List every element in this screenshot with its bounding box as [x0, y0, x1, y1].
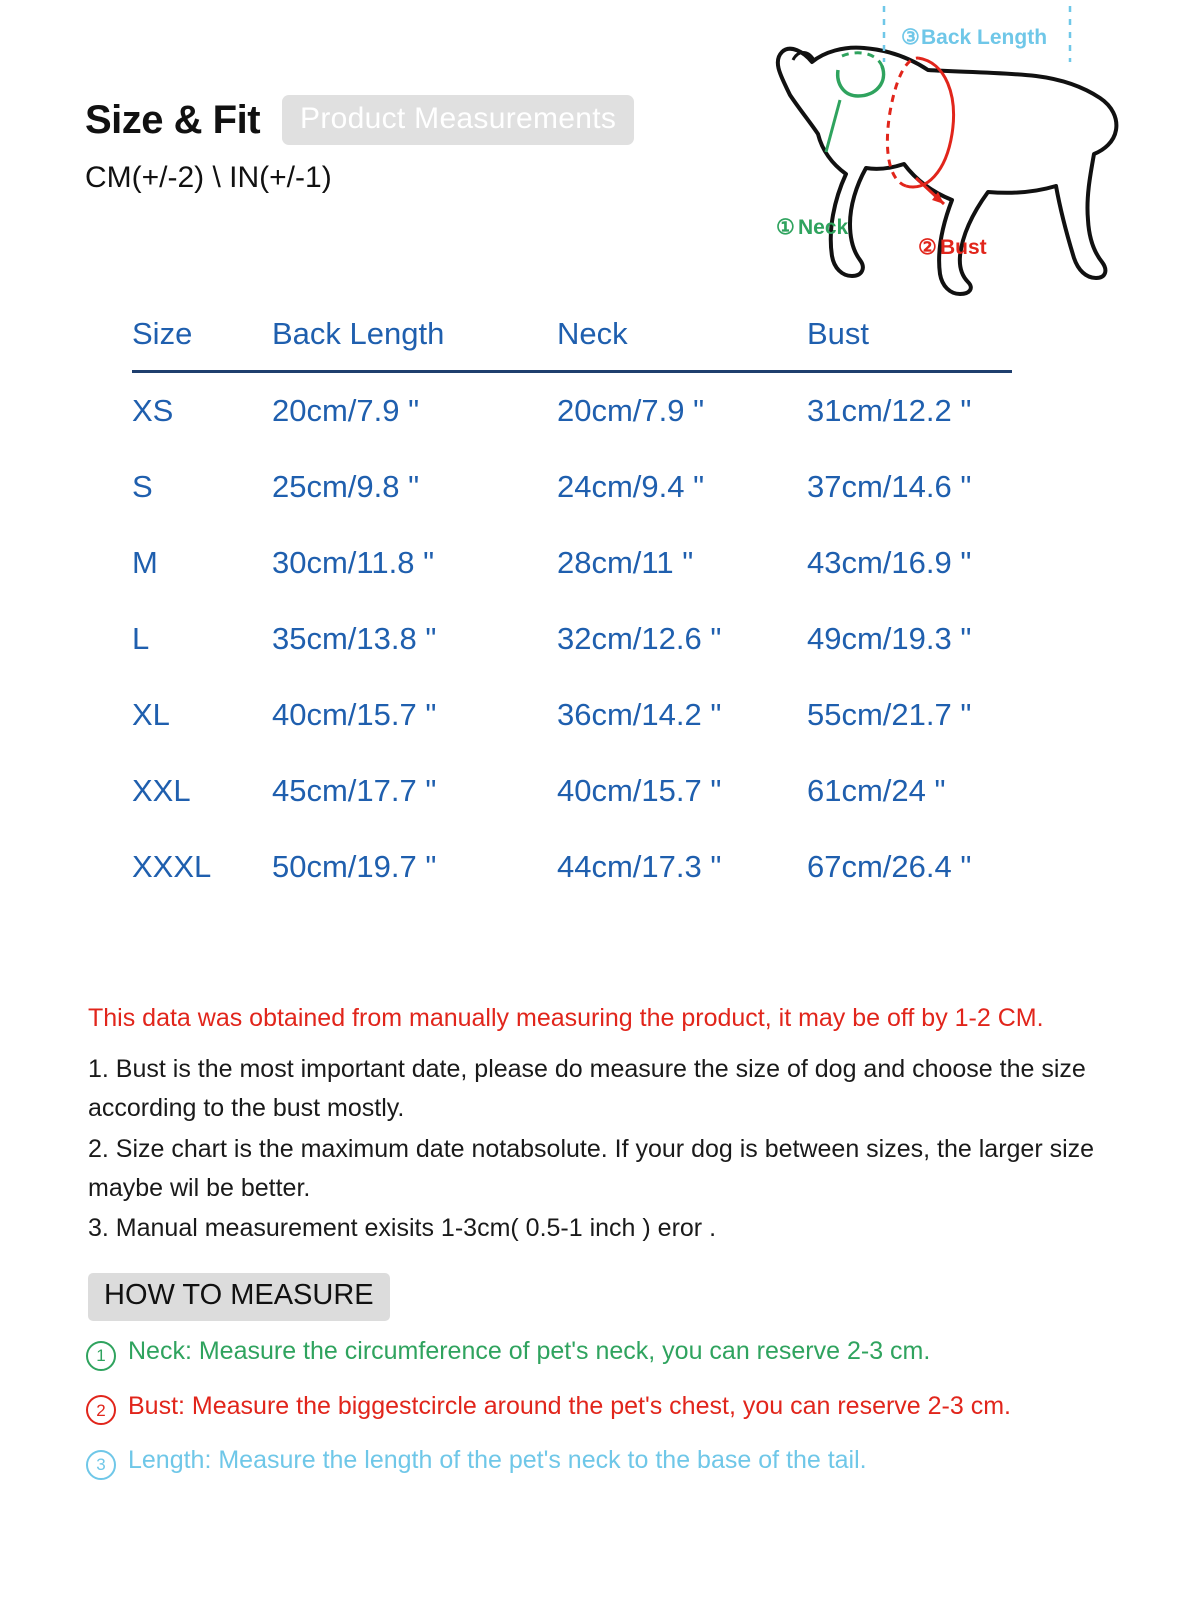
size-chart-table — [132, 310, 1012, 905]
table-header-row — [132, 310, 1012, 372]
cell-neck: 28cm/11 " — [557, 545, 694, 580]
bust-number: ② — [918, 236, 937, 259]
cell-bust: 37cm/14.6 " — [807, 469, 972, 504]
cell-back-length: 45cm/17.7 " — [272, 773, 437, 808]
table-row — [132, 677, 1012, 753]
cell-back-length: 20cm/7.9 " — [272, 393, 420, 428]
note-2: 2. Size chart is the maximum date notabsolute. If your dog is between sizes, the larger size maybe wil be better. — [88, 1134, 1095, 1202]
table-row — [132, 372, 1012, 450]
column-header-neck: Neck — [557, 310, 807, 372]
note-3: 3. Manual measurement exisits 1-3cm( 0.5-1 inch ) eror . — [88, 1214, 717, 1243]
circled-number-two-icon: 2 — [86, 1395, 116, 1425]
title-row — [85, 95, 785, 145]
column-header-back-length: Back Length — [272, 310, 557, 372]
measure-length-text: Length: Measure the length of the pet's neck to the base of the tail. — [128, 1446, 867, 1474]
measure-bust-text: Bust: Measure the biggestcircle around the pet's chest, you can reserve 2-3 cm. — [128, 1391, 1011, 1420]
column-header-size: Size — [132, 310, 272, 372]
cell-neck: 32cm/12.6 " — [557, 621, 722, 656]
cell-size: S — [132, 469, 153, 504]
header — [85, 95, 785, 195]
circled-number-one-icon: 1 — [86, 1341, 116, 1371]
page-title: Size & Fit — [85, 97, 261, 142]
circled-number-three-icon: 3 — [86, 1450, 116, 1480]
measure-item-length — [86, 1446, 1126, 1478]
cell-bust: 67cm/26.4 " — [807, 849, 972, 884]
product-measurements-badge: Product Measurements — [282, 95, 634, 145]
neck-label: Neck — [798, 216, 849, 239]
cell-back-length: 40cm/15.7 " — [272, 697, 437, 732]
note-1: 1. Bust is the most important date, please do measure the size of dog and choose the size according to the bust mostly. — [88, 1055, 1086, 1122]
cell-bust: 43cm/16.9 " — [807, 545, 972, 580]
cell-bust: 31cm/12.2 " — [807, 393, 972, 428]
measure-neck-text: Neck: Measure the circumference of pet's neck, you can reserve 2-3 cm. — [128, 1337, 931, 1365]
cell-size: XXL — [132, 773, 191, 808]
cell-back-length: 30cm/11.8 " — [272, 545, 435, 580]
cell-neck: 40cm/15.7 " — [557, 773, 722, 808]
table-row — [132, 753, 1012, 829]
measure-item-neck — [86, 1337, 1126, 1369]
table-row — [132, 525, 1012, 601]
cell-neck: 36cm/14.2 " — [557, 697, 722, 732]
table-row — [132, 449, 1012, 525]
cell-size: XS — [132, 393, 174, 428]
how-to-measure-list — [86, 1337, 1126, 1501]
cell-neck: 20cm/7.9 " — [557, 393, 705, 428]
cell-neck: 44cm/17.3 " — [557, 849, 722, 884]
bust-label: Bust — [940, 236, 987, 259]
cell-bust: 55cm/21.7 " — [807, 697, 972, 732]
cell-size: XL — [132, 697, 170, 732]
notes-section — [88, 1000, 1118, 1250]
cell-bust: 49cm/19.3 " — [807, 621, 972, 656]
cell-bust: 61cm/24 " — [807, 773, 946, 808]
table-row — [132, 601, 1012, 677]
measurement-disclaimer: This data was obtained from manually measuring the product, it may be off by 1-2 CM. — [88, 1004, 1044, 1032]
table-row — [132, 829, 1012, 905]
neck-number: ① — [776, 216, 795, 239]
cell-back-length: 35cm/13.8 " — [272, 621, 437, 656]
measure-item-bust — [86, 1392, 1126, 1424]
back-length-label: Back Length — [921, 26, 1048, 49]
how-to-measure-badge: HOW TO MEASURE — [88, 1273, 390, 1321]
column-header-bust: Bust — [807, 310, 1012, 372]
cell-neck: 24cm/9.4 " — [557, 469, 705, 504]
cell-size: L — [132, 621, 150, 656]
back-length-number: ③ — [901, 26, 920, 49]
cell-back-length: 50cm/19.7 " — [272, 849, 437, 884]
cell-size: XXXL — [132, 849, 212, 884]
cell-back-length: 25cm/9.8 " — [272, 469, 420, 504]
cell-size: M — [132, 545, 158, 580]
dog-measurement-diagram — [760, 0, 1180, 310]
tolerance-note: CM(+/-2) \ IN(+/-1) — [85, 161, 332, 194]
